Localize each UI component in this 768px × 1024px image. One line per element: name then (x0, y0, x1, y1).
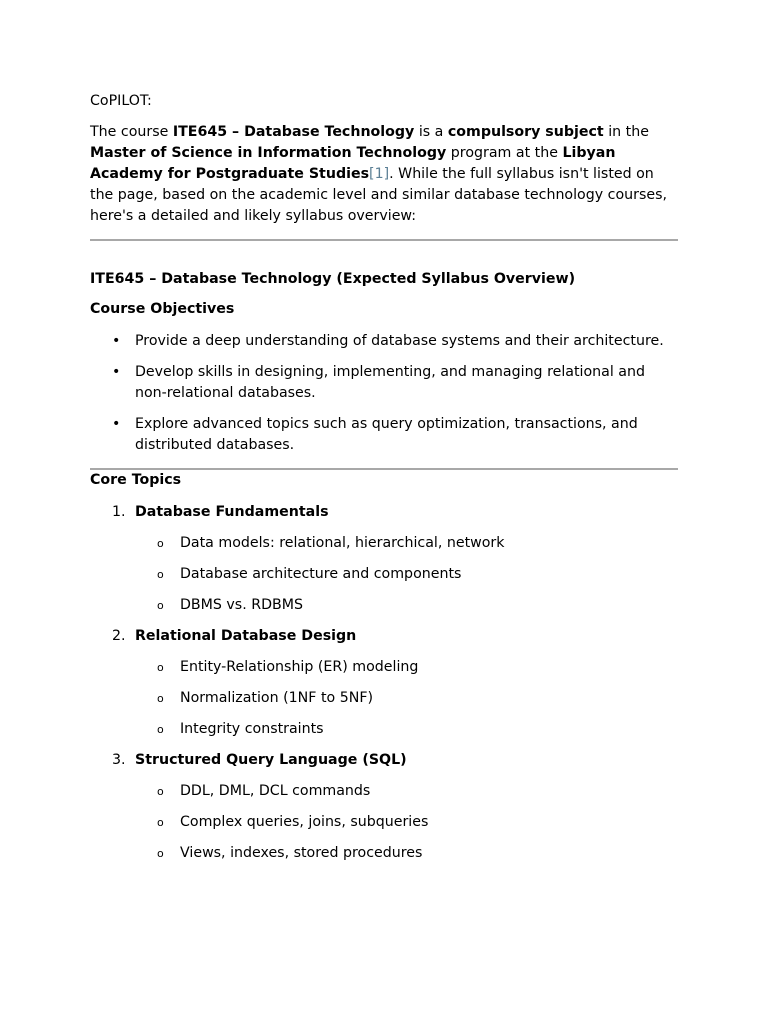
ring-bullet-icon: o (157, 847, 164, 860)
topic-item (90, 626, 678, 740)
list-item (135, 564, 678, 585)
subitem-text: Complex queries, joins, subqueries (180, 814, 429, 830)
core-topics-list (90, 502, 678, 864)
topic-number: 3. (112, 752, 126, 768)
topic-number: 1. (112, 504, 126, 520)
objectives-list (90, 331, 678, 456)
subitem-text: DBMS vs. RDBMS (180, 597, 303, 613)
compulsory-subject: compulsory subject (447, 124, 604, 140)
topic-name: Relational Database Design (135, 628, 357, 644)
list-item (135, 657, 678, 678)
topic-item (90, 750, 678, 864)
subitem-text: Views, indexes, stored procedures (180, 845, 423, 861)
ring-bullet-icon: o (157, 723, 164, 736)
course-name: ITE645 – Database Technology (172, 124, 415, 140)
list-item (135, 533, 678, 554)
ring-bullet-icon: o (157, 816, 164, 829)
citation-link[interactable]: [1] (369, 166, 390, 182)
ring-bullet-icon: o (157, 661, 164, 674)
intro-text-4: program at the (446, 145, 563, 161)
subitem-text: DDL, DML, DCL commands (180, 783, 371, 799)
objective-text: Provide a deep understanding of database systems and their architecture. (135, 333, 664, 349)
topic-subitems (135, 781, 678, 864)
objectives-heading: Course Objectives (90, 301, 235, 317)
ring-bullet-icon: o (157, 537, 164, 550)
intro-paragraph (90, 122, 678, 227)
intro-text-3: in the (603, 124, 649, 140)
subitem-text: Entity-Relationship (ER) modeling (180, 659, 419, 675)
bullet-icon: • (112, 416, 121, 432)
subitem-text: Database architecture and components (180, 566, 462, 582)
list-item (90, 414, 678, 456)
core-topics-heading: Core Topics (90, 472, 182, 488)
divider (90, 239, 678, 241)
topic-name: Structured Query Language (SQL) (135, 752, 407, 768)
topic-number: 2. (112, 628, 126, 644)
topic-subitems (135, 657, 678, 740)
list-item (90, 331, 678, 352)
topic-name: Database Fundamentals (135, 504, 329, 520)
objective-text: Explore advanced topics such as query optimization, transactions, and distributed databases. (135, 416, 638, 453)
ring-bullet-icon: o (157, 568, 164, 581)
ring-bullet-icon: o (157, 599, 164, 612)
list-item (135, 719, 678, 740)
list-item (135, 595, 678, 616)
list-item (135, 781, 678, 802)
bullet-icon: • (112, 364, 121, 380)
subitem-text: Data models: relational, hierarchical, network (180, 535, 505, 551)
list-item (135, 688, 678, 709)
list-item (90, 362, 678, 404)
subitem-text: Normalization (1NF to 5NF) (180, 690, 374, 706)
intro-text-2: is a (414, 124, 448, 140)
intro-text-1: The course (90, 124, 173, 140)
ring-bullet-icon: o (157, 692, 164, 705)
academy-name: Libyan Academy for Postgraduate Studies (90, 145, 616, 182)
subitem-text: Integrity constraints (180, 721, 324, 737)
intro-text-5: . While the full syllabus isn't listed on the page, based on the academic level and similar database technology courses, here's a detailed and likely syllabus overview: (90, 166, 667, 224)
list-item (135, 812, 678, 833)
copilot-label: CoPILOT: (90, 93, 152, 109)
ring-bullet-icon: o (157, 785, 164, 798)
bullet-icon: • (112, 333, 121, 349)
list-item (135, 843, 678, 864)
syllabus-title: ITE645 – Database Technology (Expected Syllabus Overview) (90, 271, 576, 287)
topic-subitems (135, 533, 678, 616)
program-name: Master of Science in Information Technology (90, 145, 447, 161)
objective-text: Develop skills in designing, implementing, and managing relational and non-relational databases. (135, 364, 645, 401)
topic-item (90, 502, 678, 616)
